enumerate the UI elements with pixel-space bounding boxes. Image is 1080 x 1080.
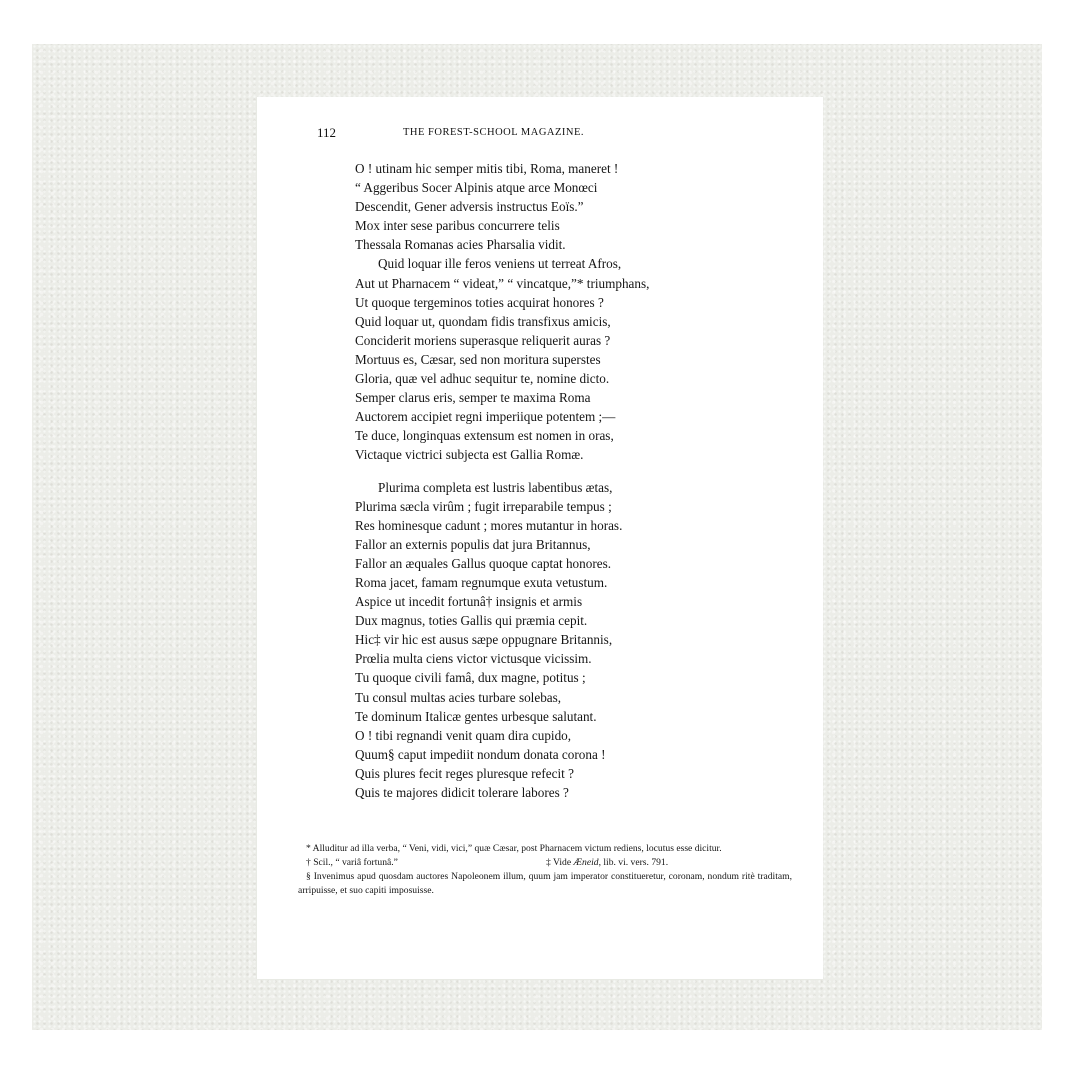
verse-line: Mortuus es, Cæsar, sed non moritura superstes xyxy=(355,351,601,367)
verse-line: Auctorem accipiet regni imperiique potentem ;— xyxy=(355,409,616,425)
verse-line: Fallor an externis populis dat jura Britannus, xyxy=(355,536,591,552)
stanza-1 xyxy=(355,159,795,465)
verse-line: Fallor an æquales Gallus quoque captat honores. xyxy=(355,555,611,571)
verse-line: Tu consul multas acies turbare solebas, xyxy=(355,689,562,705)
verse-line: Dux magnus, toties Gallis qui præmia cepit. xyxy=(355,613,588,629)
verse-line: Plurima completa est lustris labentibus ætas, xyxy=(378,479,613,495)
verse-line: Mox inter sese paribus concurrere telis xyxy=(355,218,560,234)
verse-line: Aspice ut incedit fortunâ† insignis et armis xyxy=(355,594,583,610)
verse-line: Ut quoque tergeminos toties acquirat honores ? xyxy=(355,294,604,310)
verse-line: Quis te majores didicit tolerare labores ? xyxy=(355,785,569,800)
verse-line: Roma jacet, famam regnumque exuta vetustum. xyxy=(355,574,608,590)
footnote-double-dagger-suffix: , lib. vi. vers. 791. xyxy=(598,857,669,869)
page-number: 112 xyxy=(317,125,337,140)
stanza-2 xyxy=(355,478,795,803)
verse-line: Plurima sæcla virûm ; fugit irreparabile tempus ; xyxy=(355,498,612,514)
verse-line: Hic‡ vir hic est ausus sæpe oppugnare Britannis, xyxy=(355,632,613,648)
verse-line: Thessala Romanas acies Pharsalia vidit. xyxy=(355,237,566,253)
verse-line: Te duce, longinquas extensum est nomen in oras, xyxy=(355,428,614,444)
poem xyxy=(355,159,795,802)
running-title: THE FOREST-SCHOOL MAGAZINE. xyxy=(403,127,585,138)
verse-line: Aut ut Pharnacem “ videat,” “ vincatque,”* triumphans, xyxy=(355,275,650,291)
footnote-dagger: † Scil., “ variâ fortunâ.” xyxy=(306,857,398,869)
verse-line: O ! utinam hic semper mitis tibi, Roma, maneret ! xyxy=(355,161,619,176)
book-page xyxy=(257,97,823,979)
verse-line: Gloria, quæ vel adhuc sequitur te, nomine dicto. xyxy=(355,371,610,387)
verse-line: Victaque victrici subjecta est Gallia Romæ. xyxy=(355,447,584,463)
verse-line: Tu quoque civili famâ, dux magne, potitus ; xyxy=(355,670,586,686)
footnote-double-dagger-work: Æneid xyxy=(573,857,599,869)
footnote-double-dagger xyxy=(546,856,668,870)
verse-line: Quis plures fecit reges pluresque refecit ? xyxy=(355,765,574,781)
footnotes xyxy=(298,842,792,899)
verse-line: Conciderit moriens superasque reliquerit auras ? xyxy=(355,332,611,348)
verse-line: Quid loquar ille feros veniens ut terreat Afros, xyxy=(378,256,622,272)
verse-line: O ! tibi regnandi venit quam dira cupido, xyxy=(355,727,572,743)
verse-line: Descendit, Gener adversis instructus Eoïs.” xyxy=(355,199,584,215)
verse-line: Semper clarus eris, semper te maxima Roma xyxy=(355,390,591,406)
footnote-section: § Invenimus apud quosdam auctores Napoleonem illum, quum jam imperator constitueretur, coronam, nondum ritè traditam, arripuisse, et suo capiti imposuisse. xyxy=(298,871,792,897)
verse-line: “ Aggeribus Socer Alpinis atque arce Monœci xyxy=(355,180,598,196)
footnote-star: * Alluditur ad illa verba, “ Veni, vidi, vici,” quæ Cæsar, post Pharnacem victum rediens, locutus esse dicitur. xyxy=(306,843,722,854)
verse-line: Te dominum Italicæ gentes urbesque salutant. xyxy=(355,708,597,724)
verse-line: Res hominesque cadunt ; mores mutantur in horas. xyxy=(355,517,623,533)
footnote-double-dagger-prefix: ‡ Vide xyxy=(546,857,574,869)
footnote-row xyxy=(298,856,792,870)
verse-line: Quid loquar ut, quondam fidis transfixus amicis, xyxy=(355,313,611,329)
verse-line: Quum§ caput impediit nondum donata corona ! xyxy=(355,746,606,762)
verse-line: Prœlia multa ciens victor victusque vicissim. xyxy=(355,651,592,667)
